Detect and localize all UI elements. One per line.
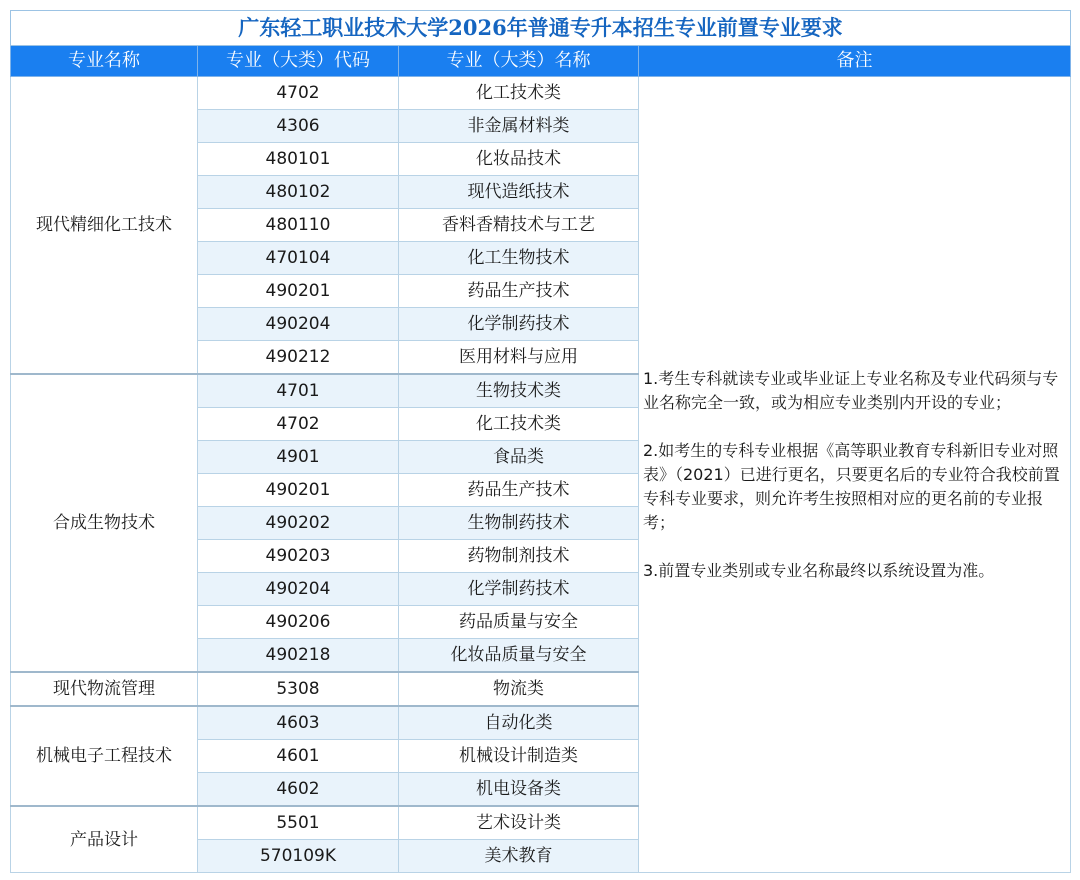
major-category-name-cell: 医用材料与应用 (399, 341, 639, 375)
major-name-cell: 现代物流管理 (11, 672, 198, 706)
major-code-cell: 4702 (198, 77, 399, 110)
major-code-cell: 4306 (198, 110, 399, 143)
table-title: 广东轻工职业技术大学2026年普通专升本招生专业前置专业要求 (11, 11, 1071, 46)
major-code-cell: 490201 (198, 474, 399, 507)
note-item: 2.如考生的专科专业根据《高等职业教育专科新旧专业对照表》（2021）已进行更名，只要更名后的专业符合我校前置专科专业要求，则允许考生按照相对应的更名前的专业报考； (643, 440, 1060, 532)
major-category-name-cell: 药品生产技术 (399, 275, 639, 308)
major-code-cell: 490201 (198, 275, 399, 308)
major-category-name-cell: 药品生产技术 (399, 474, 639, 507)
major-code-cell: 490212 (198, 341, 399, 375)
major-code-cell: 4701 (198, 374, 399, 408)
major-code-cell: 490206 (198, 606, 399, 639)
header-notes: 备注 (639, 46, 1071, 77)
table-row (11, 77, 1071, 110)
major-code-cell: 480102 (198, 176, 399, 209)
major-code-cell: 5501 (198, 806, 399, 840)
major-code-cell: 4702 (198, 408, 399, 441)
table-body (11, 77, 1071, 873)
major-category-name-cell: 香料香精技术与工艺 (399, 209, 639, 242)
major-category-name-cell: 化妆品质量与安全 (399, 639, 639, 673)
header-name: 专业（大类）名称 (399, 46, 639, 77)
major-category-name-cell: 机电设备类 (399, 773, 639, 807)
major-code-cell: 490203 (198, 540, 399, 573)
major-category-name-cell: 化学制药技术 (399, 308, 639, 341)
major-code-cell: 470104 (198, 242, 399, 275)
major-category-name-cell: 食品类 (399, 441, 639, 474)
major-name-cell: 产品设计 (11, 806, 198, 873)
major-category-name-cell: 化工技术类 (399, 408, 639, 441)
header-major: 专业名称 (11, 46, 198, 77)
major-code-cell: 480101 (198, 143, 399, 176)
major-category-name-cell: 化工技术类 (399, 77, 639, 110)
major-category-name-cell: 药物制剂技术 (399, 540, 639, 573)
major-code-cell: 490204 (198, 308, 399, 341)
major-code-cell: 490202 (198, 507, 399, 540)
notes-cell (639, 77, 1071, 873)
major-code-cell: 570109K (198, 840, 399, 873)
major-code-cell: 490204 (198, 573, 399, 606)
major-category-name-cell: 化工生物技术 (399, 242, 639, 275)
major-code-cell: 4603 (198, 706, 399, 740)
major-code-cell: 5308 (198, 672, 399, 706)
major-name-cell: 机械电子工程技术 (11, 706, 198, 806)
major-category-name-cell: 物流类 (399, 672, 639, 706)
major-category-name-cell: 美术教育 (399, 840, 639, 873)
requirements-table (10, 10, 1071, 873)
major-category-name-cell: 现代造纸技术 (399, 176, 639, 209)
note-item: 3.前置专业类别或专业名称最终以系统设置为准。 (643, 560, 995, 580)
major-category-name-cell: 生物技术类 (399, 374, 639, 408)
major-name-cell: 现代精细化工技术 (11, 77, 198, 375)
major-category-name-cell: 化学制药技术 (399, 573, 639, 606)
major-category-name-cell: 药品质量与安全 (399, 606, 639, 639)
major-code-cell: 4602 (198, 773, 399, 807)
major-category-name-cell: 自动化类 (399, 706, 639, 740)
major-code-cell: 490218 (198, 639, 399, 673)
header-row (11, 46, 1071, 77)
major-code-cell: 4901 (198, 441, 399, 474)
requirements-sheet (10, 10, 1070, 873)
major-category-name-cell: 非金属材料类 (399, 110, 639, 143)
note-item: 1.考生专科就读专业或毕业证上专业名称及专业代码须与专业名称完全一致，或为相应专业类别内开设的专业； (643, 368, 1059, 412)
major-code-cell: 4601 (198, 740, 399, 773)
major-category-name-cell: 生物制药技术 (399, 507, 639, 540)
major-category-name-cell: 机械设计制造类 (399, 740, 639, 773)
major-code-cell: 480110 (198, 209, 399, 242)
major-name-cell: 合成生物技术 (11, 374, 198, 672)
major-category-name-cell: 化妆品技术 (399, 143, 639, 176)
header-code: 专业（大类）代码 (198, 46, 399, 77)
major-category-name-cell: 艺术设计类 (399, 806, 639, 840)
